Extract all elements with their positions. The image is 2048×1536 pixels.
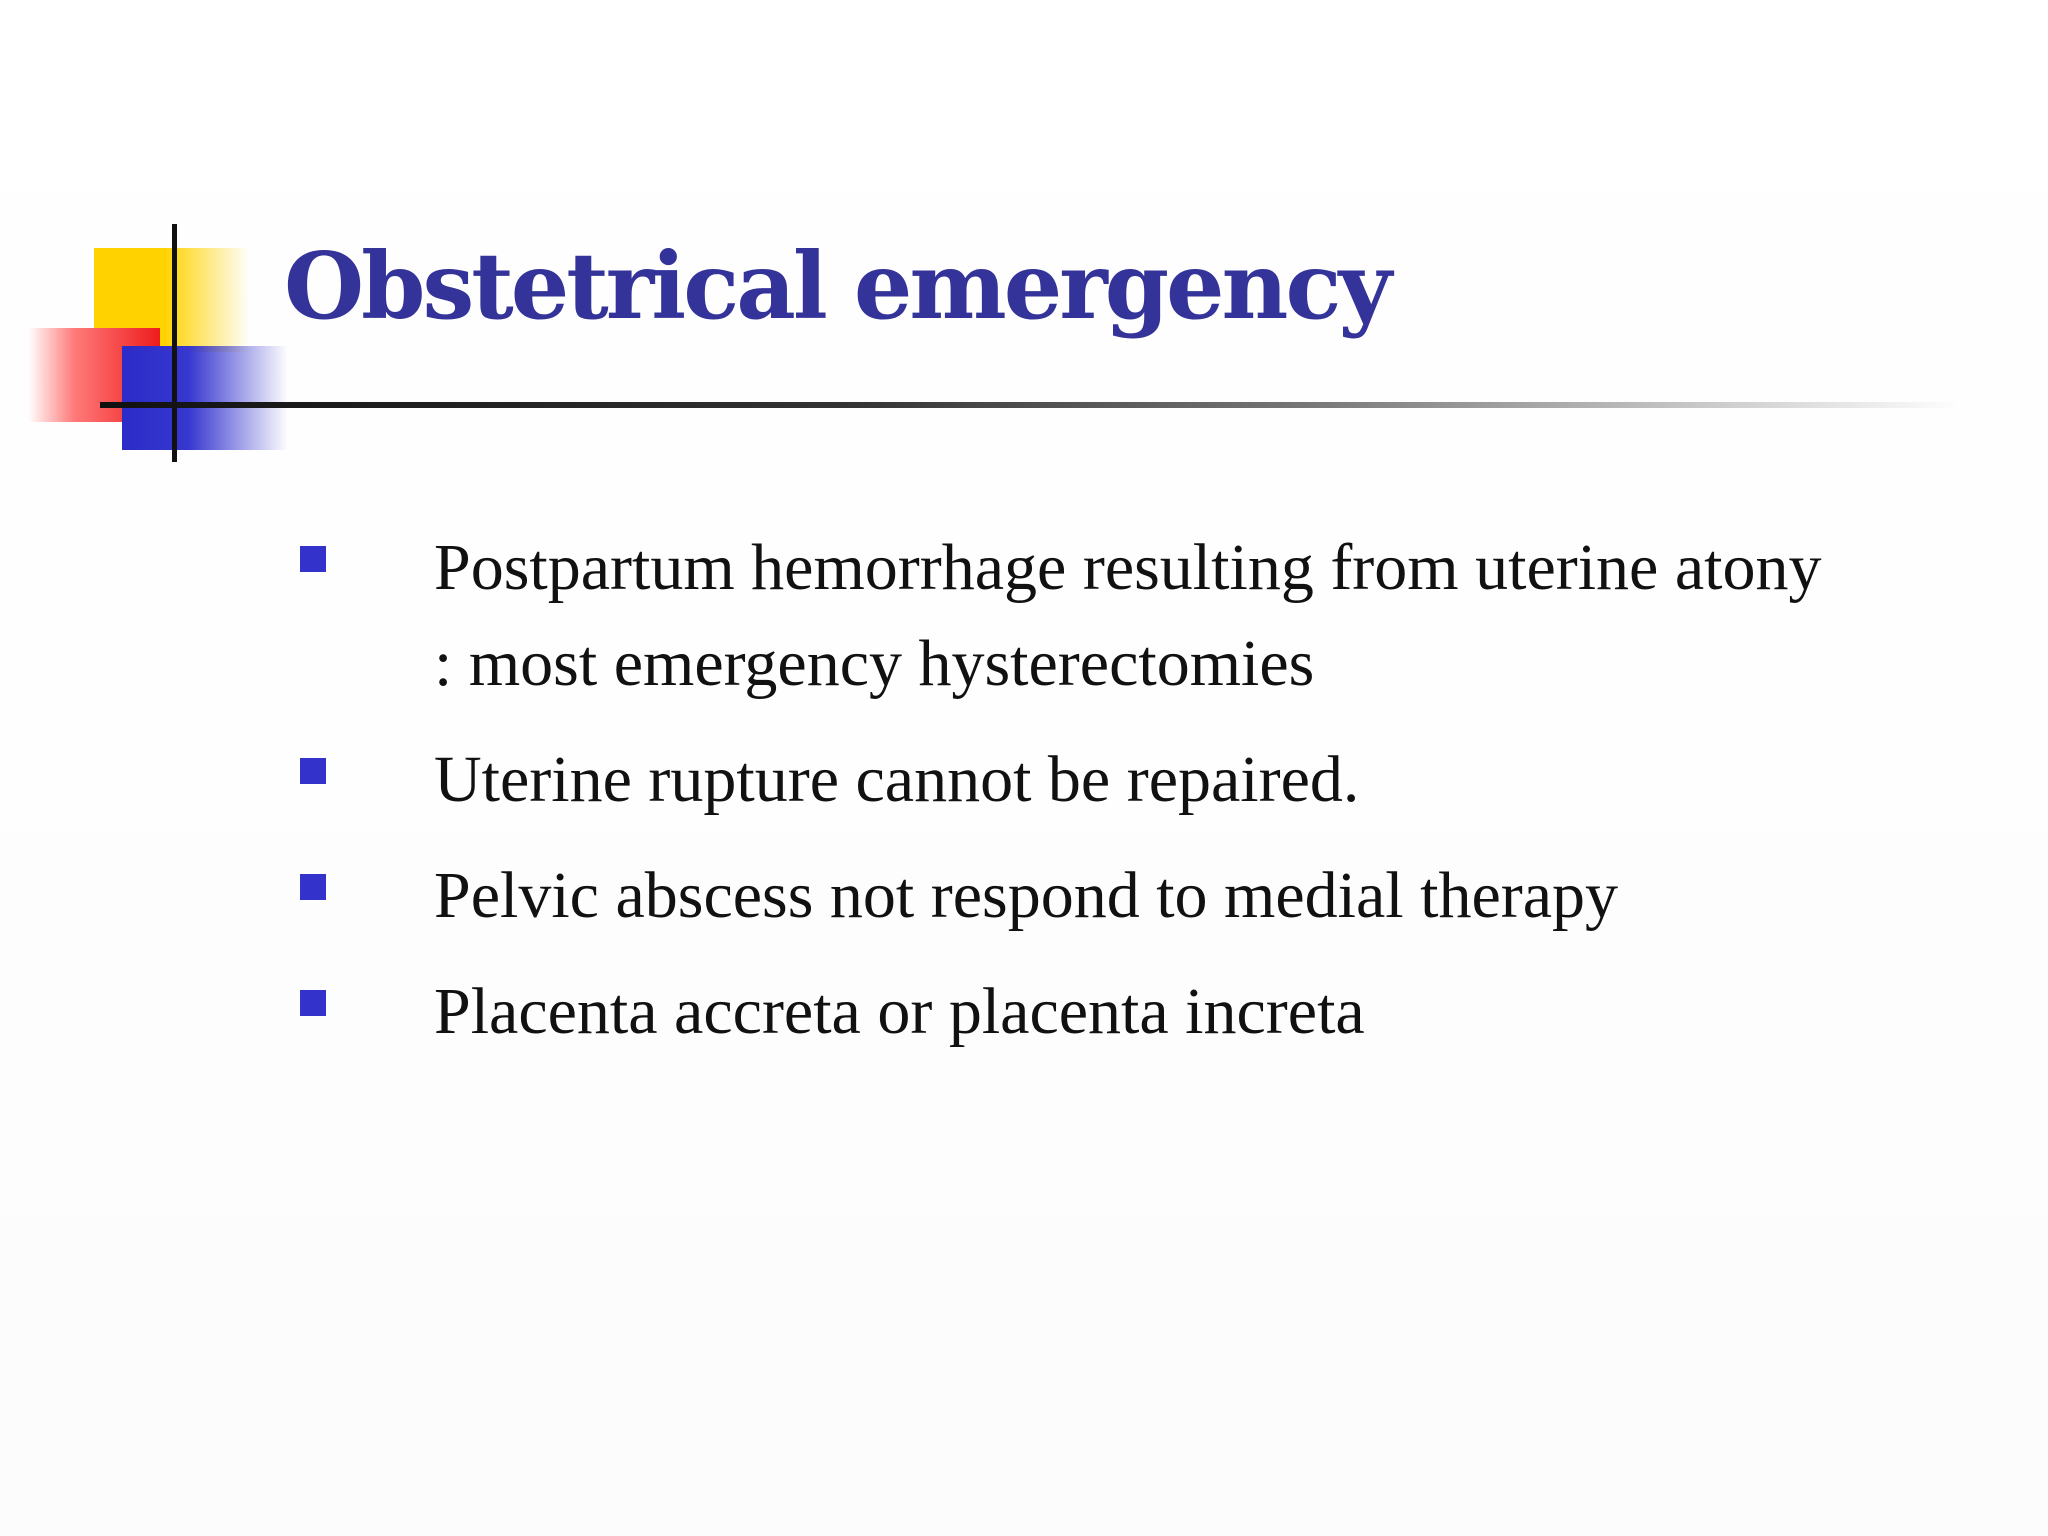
blue-square-decoration <box>122 346 288 450</box>
vertical-rule <box>172 224 177 462</box>
bullet-text: Pelvic abscess not respond to medial therapy <box>434 859 1619 932</box>
title-underline-rule <box>100 402 1960 408</box>
square-bullet-icon <box>300 874 326 900</box>
slide-title: Obstetrical emergency <box>284 232 1389 340</box>
square-bullet-icon <box>300 990 326 1016</box>
square-bullet-icon <box>300 546 326 572</box>
bullet-text: Postpartum hemorrhage resulting from uterine atony : most emergency hysterectomies <box>434 531 1822 700</box>
bullet-text: Uterine rupture cannot be repaired. <box>434 743 1360 816</box>
square-bullet-icon <box>300 758 326 784</box>
bullet-text: Placenta accreta or placenta increta <box>434 975 1365 1048</box>
